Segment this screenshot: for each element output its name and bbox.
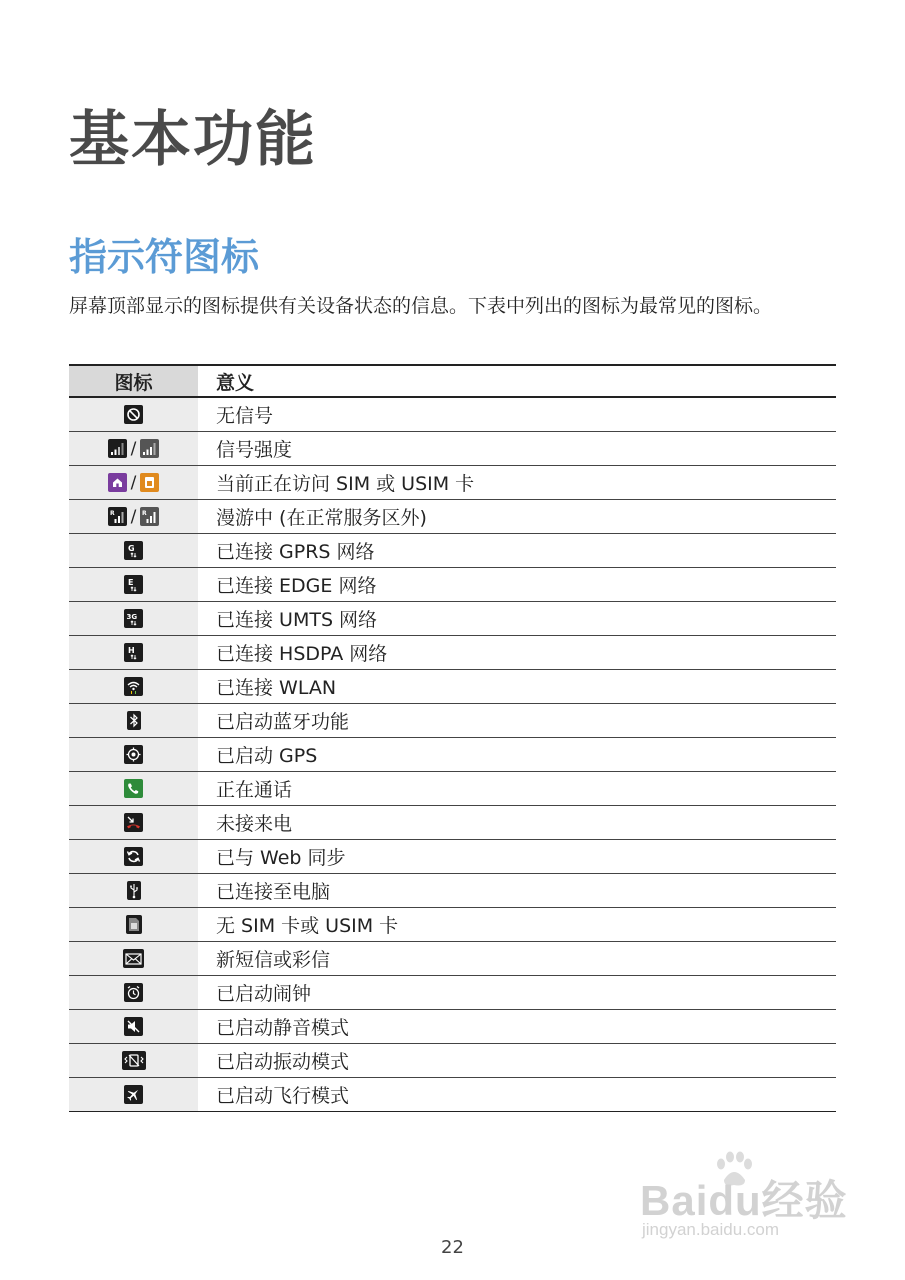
umts-3g-icon: [124, 609, 143, 628]
icon-cell: [69, 431, 198, 465]
icon-separator: /: [130, 506, 137, 527]
icon-cell: [69, 1009, 198, 1043]
usb-icon: [127, 881, 141, 900]
table-row: [69, 737, 836, 771]
table-row: [69, 669, 836, 703]
icon-cell: [69, 669, 198, 703]
table-header-row: [69, 365, 836, 397]
icon-cell: [69, 567, 198, 601]
table-row: [69, 771, 836, 805]
icon-cell: [69, 1077, 198, 1111]
icon-cell: [69, 941, 198, 975]
icon-cell: [69, 397, 198, 431]
message-icon: [123, 949, 144, 968]
vibration-mode-icon: [122, 1051, 146, 1070]
table-row: [69, 1009, 836, 1043]
signal-strength-icon: [108, 439, 127, 458]
page-number: 22: [441, 1237, 464, 1258]
row-meaning: 已连接 HSDPA 网络: [216, 642, 388, 665]
row-meaning: 正在通话: [216, 778, 293, 801]
row-meaning: 漫游中 (在正常服务区外): [216, 506, 427, 529]
no-signal-icon: [124, 405, 143, 424]
bluetooth-icon: [127, 711, 141, 730]
icon-cell: [69, 805, 198, 839]
row-meaning: 未接来电: [216, 812, 293, 835]
table-row: [69, 533, 836, 567]
call-in-progress-icon: [124, 779, 143, 798]
table-row: [69, 703, 836, 737]
row-meaning: 已连接 WLAN: [216, 676, 337, 699]
row-meaning: 已启动 GPS: [216, 744, 318, 767]
table-row: [69, 805, 836, 839]
row-meaning: 已连接 EDGE 网络: [216, 574, 377, 597]
svg-text:3G: 3G: [126, 613, 138, 621]
table-row: [69, 465, 836, 499]
table-row: [69, 839, 836, 873]
watermark-brand: Baidu经验: [640, 1177, 848, 1224]
row-meaning: 信号强度: [216, 438, 293, 461]
icon-cell: [69, 873, 198, 907]
icon-cell: [69, 499, 198, 533]
usim-access-icon: [140, 473, 159, 492]
silent-mode-icon: [124, 1017, 143, 1036]
signal-strength-alt-icon: [140, 439, 159, 458]
indicator-icons-table: [69, 364, 836, 1112]
row-meaning: 已启动振动模式: [216, 1050, 350, 1073]
row-meaning: 已连接 GPRS 网络: [216, 540, 375, 563]
svg-text:E: E: [128, 578, 134, 587]
baidu-jingyan-watermark: [640, 1150, 860, 1245]
chapter-title: 基本功能: [69, 105, 317, 175]
table-row: [69, 499, 836, 533]
table-row: [69, 1043, 836, 1077]
row-meaning: 无 SIM 卡或 USIM 卡: [216, 914, 399, 937]
table-row: [69, 975, 836, 1009]
flight-mode-icon: [124, 1085, 143, 1104]
header-icon: 图标: [69, 365, 198, 397]
no-sim-icon: [126, 915, 142, 934]
table-row: [69, 567, 836, 601]
missed-call-icon: [124, 813, 143, 832]
table-row: [69, 601, 836, 635]
svg-text:G: G: [128, 544, 135, 553]
table-row: [69, 635, 836, 669]
watermark-url: jingyan.baidu.com: [642, 1220, 780, 1239]
row-meaning: 已启动飞行模式: [216, 1084, 350, 1107]
roaming-signal-alt-icon: [140, 507, 159, 526]
icon-cell: [69, 975, 198, 1009]
header-meaning: 意义: [216, 371, 255, 394]
icon-cell: [69, 771, 198, 805]
icon-cell: [69, 1043, 198, 1077]
gps-icon: [124, 745, 143, 764]
svg-text:R: R: [142, 510, 147, 517]
alarm-icon: [124, 983, 143, 1002]
row-meaning: 当前正在访问 SIM 或 USIM 卡: [216, 472, 475, 495]
wlan-icon: [124, 677, 143, 696]
svg-text:R: R: [109, 510, 115, 517]
roaming-signal-icon: [108, 507, 127, 526]
hsdpa-icon: [124, 643, 143, 662]
icon-cell: [69, 737, 198, 771]
web-sync-icon: [124, 847, 143, 866]
icon-cell: [69, 703, 198, 737]
icon-separator: /: [130, 472, 137, 493]
row-meaning: 已启动闹钟: [216, 982, 312, 1005]
svg-text:H: H: [128, 646, 135, 655]
table-row: [69, 941, 836, 975]
table-row: [69, 873, 836, 907]
gprs-icon: [124, 541, 143, 560]
table-row: [69, 397, 836, 431]
edge-icon: [124, 575, 143, 594]
table-row: [69, 1077, 836, 1111]
row-meaning: 已启动蓝牙功能: [216, 710, 350, 733]
home-sim-icon: [108, 473, 127, 492]
icon-cell: [69, 601, 198, 635]
icon-separator: /: [130, 438, 137, 459]
icon-cell: [69, 465, 198, 499]
row-meaning: 无信号: [216, 404, 274, 427]
section-title: 指示符图标: [69, 235, 260, 279]
row-meaning: 已连接 UMTS 网络: [216, 608, 378, 631]
row-meaning: 已连接至电脑: [216, 880, 331, 903]
intro-paragraph: 屏幕顶部显示的图标提供有关设备状态的信息。下表中列出的图标为最常见的图标。: [69, 295, 773, 317]
icon-cell: [69, 907, 198, 941]
row-meaning: 已启动静音模式: [216, 1016, 350, 1039]
row-meaning: 已与 Web 同步: [216, 846, 346, 869]
icon-cell: [69, 635, 198, 669]
table-row: [69, 907, 836, 941]
table-row: [69, 431, 836, 465]
icon-cell: [69, 533, 198, 567]
row-meaning: 新短信或彩信: [216, 948, 331, 971]
icon-cell: [69, 839, 198, 873]
